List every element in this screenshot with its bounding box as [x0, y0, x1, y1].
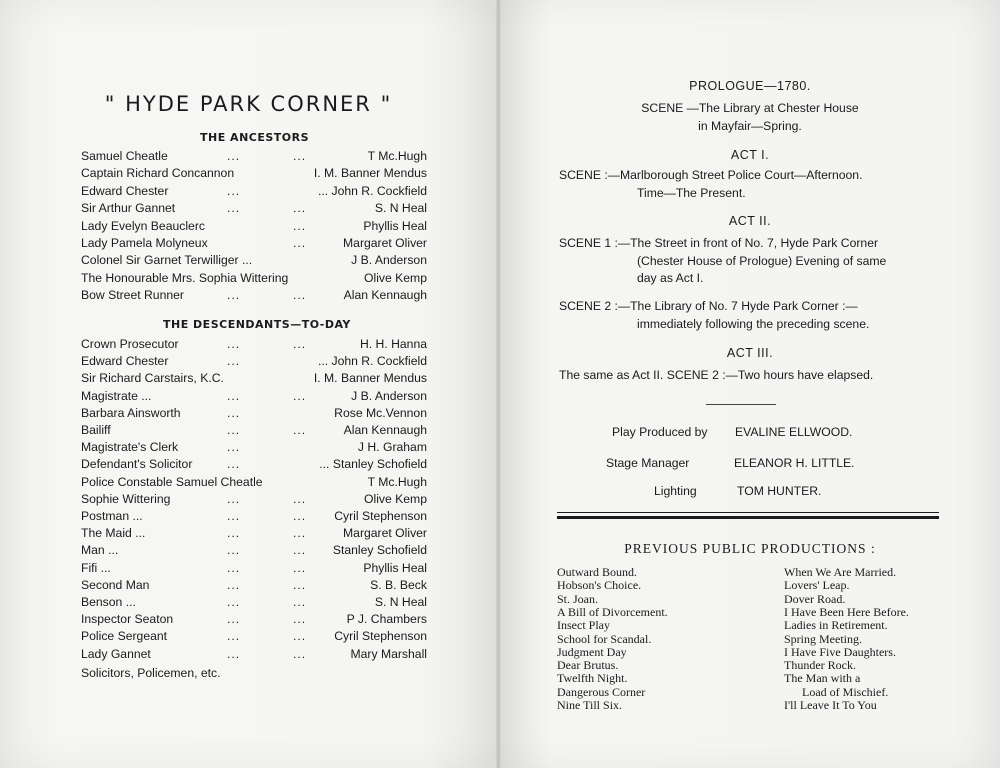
cast-row — [81, 388, 427, 405]
production-title: School for Scandal. — [557, 631, 652, 646]
character-name: Lady Gannet — [81, 646, 151, 661]
cast-row — [81, 456, 427, 473]
cast-row — [81, 200, 427, 217]
prologue-heading: PROLOGUE—1780. — [689, 79, 811, 93]
cast-row — [81, 439, 427, 456]
act-2-scene-2-line-2: immediately following the preceding scene. — [637, 317, 870, 331]
leader-dots: ... — [227, 595, 241, 609]
character-name: Sophie Wittering — [81, 491, 171, 506]
production-title: Nine Till Six. — [557, 698, 623, 712]
character-name: The Honourable Mrs. Sophia Wittering — [81, 270, 289, 285]
cast-row — [81, 235, 427, 252]
credit-producer-label: Play Produced by — [612, 425, 708, 439]
production-title: Load of Mischief. — [802, 684, 889, 699]
leader-dots: ... — [227, 337, 241, 351]
leader-dots: ... — [227, 440, 241, 455]
character-name: Sir Richard Carstairs, K.C. — [81, 371, 224, 386]
cast-row — [81, 646, 427, 663]
leader-dots: ... — [227, 388, 241, 403]
leader-dots: ... — [293, 526, 307, 541]
leader-dots: ... — [227, 354, 241, 369]
cast-row — [81, 542, 427, 559]
character-name: Samuel Cheatle — [81, 149, 168, 163]
act-1-scene-line-2: Time—The Present. — [637, 186, 746, 200]
character-name: Magistrate ... — [81, 388, 152, 403]
credit-stage-manager-label: Stage Manager — [606, 456, 690, 470]
character-name: Bow Street Runner — [81, 288, 184, 303]
cast-row — [81, 560, 427, 577]
cast-row — [81, 370, 427, 387]
act-2-heading: ACT II. — [728, 214, 772, 228]
actor-name: S. N Heal — [374, 201, 427, 216]
cast-row — [81, 405, 427, 422]
leader-dots: ... — [227, 491, 241, 506]
cast-row — [81, 594, 427, 611]
cast-row — [81, 508, 427, 525]
actor-name: Cyril Stephenson — [334, 629, 427, 644]
cast-row — [81, 353, 427, 370]
actor-name: Margaret Oliver — [343, 236, 427, 250]
leader-dots: ... — [293, 201, 307, 216]
production-title: Ladies in Retirement. — [784, 618, 888, 633]
actor-name: I. M. Banner Mendus — [313, 371, 427, 386]
leader-dots: ... — [227, 560, 241, 575]
leader-dots: ... — [293, 560, 307, 575]
extras-line: Solicitors, Policemen, etc. — [81, 666, 221, 680]
leader-dots: ... — [227, 526, 241, 541]
character-name: Inspector Seaton — [81, 612, 174, 627]
character-name: Sir Arthur Gannet — [81, 201, 176, 216]
leader-dots: ... — [293, 612, 307, 627]
leader-dots: ... — [293, 595, 307, 609]
leader-dots: ... — [227, 577, 241, 592]
character-name: Captain Richard Concannon — [81, 166, 235, 181]
character-name: Edward Chester — [81, 183, 169, 198]
actor-name: T Mc.Hugh — [367, 474, 427, 489]
cast-row — [81, 525, 427, 542]
leader-dots: ... — [293, 337, 307, 351]
leader-dots: ... — [227, 405, 241, 420]
production-title: I Have Been Here Before. — [784, 604, 909, 619]
rule-thick — [557, 516, 939, 519]
leader-dots: ... — [293, 423, 307, 437]
actor-name: ... John R. Cockfield — [317, 183, 427, 198]
productions-title: PREVIOUS PUBLIC PRODUCTIONS : — [624, 541, 876, 556]
character-name: Magistrate's Clerk — [81, 440, 179, 455]
actor-name: Alan Kennaugh — [343, 423, 427, 437]
character-name: Fifi ... — [81, 560, 111, 575]
character-name: Defendant's Solicitor — [81, 457, 193, 472]
actor-name: Alan Kennaugh — [343, 288, 427, 303]
production-title: Outward Bound. — [557, 565, 637, 579]
character-name: Police Constable Samuel Cheatle — [81, 474, 263, 489]
actor-name: T Mc.Hugh — [367, 149, 427, 163]
leader-dots: ... — [227, 543, 241, 558]
leader-dots: ... — [293, 491, 307, 506]
cast-row — [81, 628, 427, 645]
act-2-scene-2-line-1: SCENE 2 :—The Library of No. 7 Hyde Park Corner :— — [559, 299, 858, 313]
programme-title: " HYDE PARK CORNER " — [104, 92, 393, 116]
leader-dots: ... — [227, 646, 241, 661]
cast-row — [81, 270, 427, 287]
cast-row — [81, 474, 427, 491]
cast-row — [81, 287, 427, 304]
leader-dots: ... — [227, 423, 241, 437]
credit-lighting-name: TOM HUNTER. — [737, 484, 822, 498]
character-name: Man ... — [81, 543, 119, 558]
production-title: I Have Five Daughters. — [784, 644, 896, 659]
character-name: Barbara Ainsworth — [81, 405, 181, 420]
leader-dots: ... — [227, 183, 241, 198]
production-title: A Bill of Divorcement. — [557, 604, 668, 619]
rule-thin — [557, 512, 939, 513]
act-1-heading: ACT I. — [730, 148, 770, 162]
leader-dots: ... — [293, 388, 307, 403]
actor-name: P J. Chambers — [346, 612, 427, 627]
descendants-heading: THE DESCENDANTS—TO-DAY — [163, 318, 351, 331]
actor-name: J B. Anderson — [351, 253, 427, 268]
leader-dots: ... — [293, 543, 307, 558]
cast-row — [81, 165, 427, 182]
ancestors-heading: THE ANCESTORS — [200, 131, 310, 144]
production-title: Hobson's Choice. — [557, 578, 642, 593]
actor-name: Mary Marshall — [350, 646, 427, 661]
prologue-scene-line-2: in Mayfair—Spring. — [698, 119, 802, 133]
cast-row — [81, 336, 427, 353]
production-title: Thunder Rock. — [784, 658, 856, 673]
leader-dots: ... — [293, 509, 307, 523]
actor-name: ... Stanley Schofield — [319, 457, 427, 472]
leader-dots: ... — [227, 149, 241, 163]
production-title: Dangerous Corner — [557, 684, 646, 699]
act-1-scene-line-1: SCENE :—Marlborough Street Police Court—Afternoon. — [559, 168, 863, 182]
act-3-heading: ACT III. — [726, 346, 774, 360]
cast-row — [81, 577, 427, 594]
leader-dots: ... — [227, 509, 241, 523]
leader-dots: ... — [227, 629, 241, 644]
leader-dots: ... — [227, 201, 241, 216]
production-title: Judgment Day — [557, 644, 627, 659]
leader-dots: ... — [293, 218, 307, 233]
production-title: St. Joan. — [557, 591, 599, 606]
character-name: Postman ... — [81, 509, 143, 523]
cast-row — [81, 148, 427, 165]
cast-row — [81, 611, 427, 628]
actor-name: Margaret Oliver — [343, 526, 427, 541]
actor-name: S. N Heal — [374, 595, 427, 609]
production-title: When We Are Married. — [784, 565, 897, 579]
actor-name: J H. Graham — [357, 440, 427, 455]
character-name: Crown Prosecutor — [81, 337, 179, 351]
actor-name: S. B. Beck — [370, 577, 427, 592]
prologue-scene-line-1: SCENE —The Library at Chester House — [641, 101, 859, 115]
actor-name: I. M. Banner Mendus — [313, 166, 427, 181]
production-title: Spring Meeting. — [784, 631, 862, 646]
leader-dots: ... — [227, 457, 241, 472]
character-name: Edward Chester — [81, 354, 169, 369]
cast-row — [81, 218, 427, 235]
credit-lighting-label: Lighting — [654, 484, 697, 498]
character-name: Benson ... — [81, 595, 136, 609]
character-name: Colonel Sir Garnet Terwilliger ... — [81, 253, 253, 268]
production-title: Twelfth Night. — [557, 671, 628, 686]
leader-dots: ... — [293, 629, 307, 644]
production-title: Dover Road. — [784, 591, 846, 606]
act-2-scene-1-line-3: day as Act I. — [637, 271, 704, 285]
leader-dots: ... — [293, 236, 307, 250]
cast-row — [81, 491, 427, 508]
production-title: Insect Play — [557, 618, 610, 633]
actor-name: Phyllis Heal — [363, 560, 427, 575]
act-2-scene-1-line-1: SCENE 1 :—The Street in front of No. 7, Hyde Park Corner — [559, 236, 879, 250]
credit-stage-manager-name: ELEANOR H. LITTLE. — [734, 456, 855, 470]
leader-dots: ... — [293, 288, 307, 303]
cast-row — [81, 252, 427, 269]
leader-dots: ... — [293, 577, 307, 592]
character-name: Second Man — [81, 577, 150, 592]
actor-name: Olive Kemp — [364, 270, 427, 285]
act-2-scene-1-line-2: (Chester House of Prologue) Evening of same — [637, 254, 887, 268]
leader-dots: ... — [293, 149, 307, 163]
short-divider — [706, 404, 776, 405]
character-name: Lady Pamela Molyneux — [81, 236, 208, 250]
leader-dots: ... — [227, 288, 241, 303]
cast-row — [81, 422, 427, 439]
production-title: Lovers' Leap. — [784, 578, 850, 593]
actor-name: Phyllis Heal — [363, 218, 427, 233]
leader-dots: ... — [227, 612, 241, 627]
production-title: Dear Brutus. — [557, 658, 619, 673]
actor-name: Cyril Stephenson — [334, 509, 427, 523]
character-name: Police Sergeant — [81, 629, 168, 644]
actor-name: Olive Kemp — [364, 491, 427, 506]
character-name: Lady Evelyn Beauclerc — [81, 218, 205, 233]
actor-name: Stanley Schofield — [332, 543, 427, 558]
production-title: I'll Leave It To You — [784, 698, 877, 712]
actor-name: H. H. Hanna — [359, 337, 427, 351]
cast-row — [81, 183, 427, 200]
leader-dots: ... — [293, 646, 307, 661]
actor-name: Rose Mc.Vennon — [334, 405, 427, 420]
credit-producer-name: EVALINE ELLWOOD. — [735, 425, 853, 439]
character-name: The Maid ... — [81, 526, 146, 541]
actor-name: ... John R. Cockfield — [317, 354, 427, 369]
character-name: Bailiff — [81, 423, 111, 437]
act-3-line: The same as Act II. SCENE 2 :—Two hours have elapsed. — [559, 368, 874, 382]
actor-name: J B. Anderson — [351, 388, 427, 403]
production-title: The Man with a — [784, 671, 861, 686]
